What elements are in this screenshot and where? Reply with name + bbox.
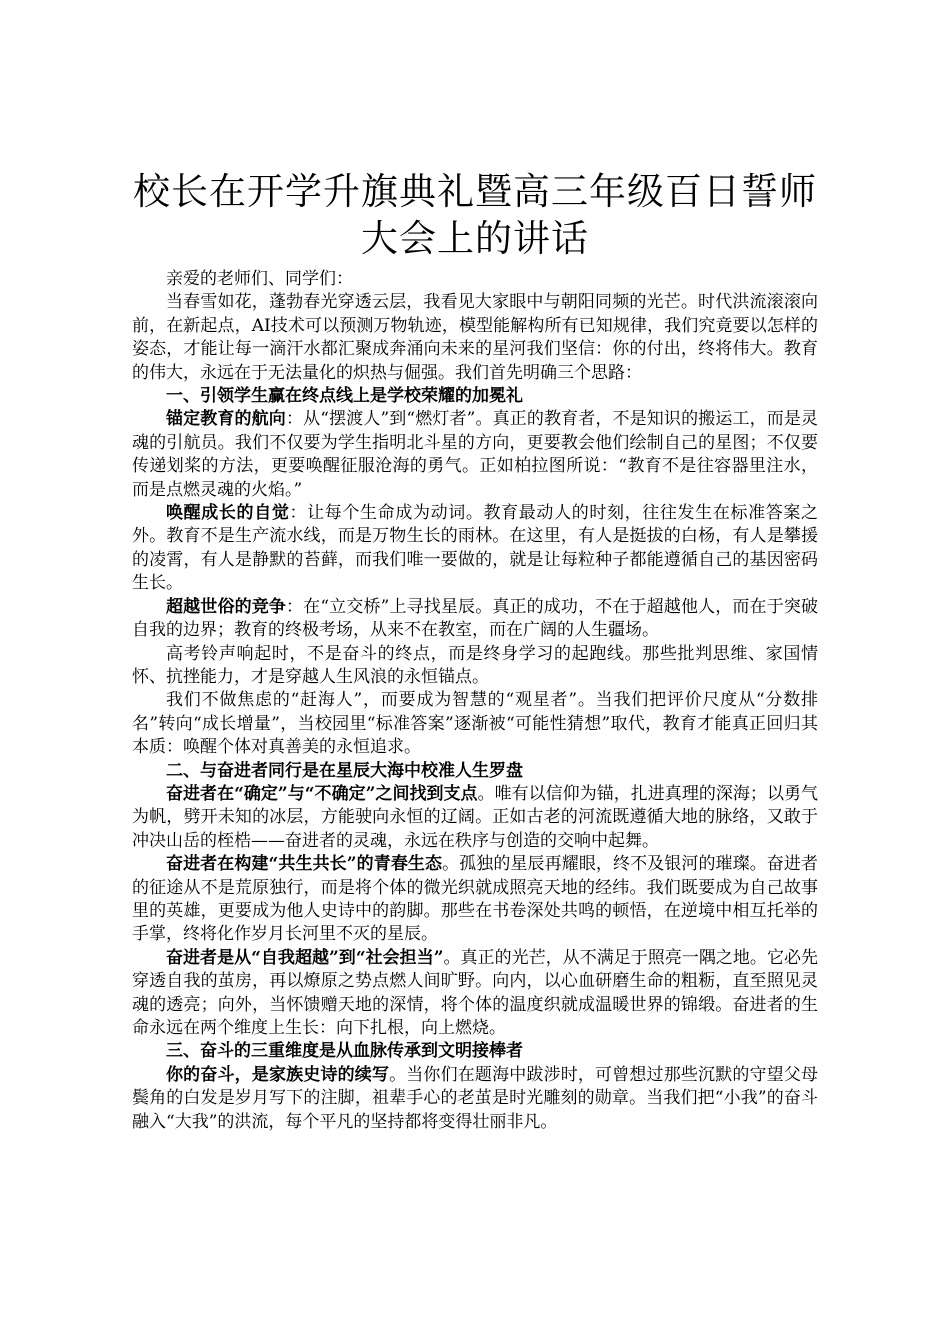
paragraph-text: ：让每个生命成为动词。教育最动人的时刻，往往发生在标准答案之外。教育不是生产流水线，而是万物生长的雨林。在这里，有人是挺拔的白杨，有人是攀援的凌霄，有人是静默的苔藓，而我们唯一要做的，就是让每粒种子都能遵循自己的基因密码生长。 xyxy=(132,503,819,594)
paragraph-lead: 你的奋斗，是家族史诗的续写 xyxy=(166,1064,390,1085)
paragraph-lead: 唤醒成长的自觉 xyxy=(166,503,290,524)
paragraph xyxy=(132,947,818,1041)
paragraph xyxy=(132,853,818,947)
paragraph-text: ：从“摆渡人”到“燃灯者”。真正的教育者，不是知识的搬运工，而是灵魂的引航员。我们不仅要为学生指明北斗星的方向，更要教会他们绘制自己的星图；不仅要传递划桨的方法，更要唤醒征服沧海的勇气。正如柏拉图所说：“教育不是往容器里注水，而是点燃灵魂的火焰。” xyxy=(132,409,819,500)
intro-paragraph: 当春雪如花，蓬勃春光穿透云层，我看见大家眼中与朝阳同频的光芒。时代洪流滚滚向前，在新起点，AI技术可以预测万物轨迹，模型能解构所有已知规律，我们究竟要以怎样的姿态，才能让每一滴汗水都汇聚成奔涌向未来的星河我们坚信：你的付出，终将伟大。教育的伟大，永远在于无法量化的炽热与倔强。我们首先明确三个思路： xyxy=(132,292,818,383)
paragraph xyxy=(132,596,818,643)
paragraph-text: 。孤独的星辰再耀眼，终不及银河的璀璨。奋进者的征途从不是荒原独行，而是将个体的微光织就成照亮天地的经纬。我们既要成为自己故事里的英雄，更要成为他人史诗中的韵脚。那些在书卷深处共鸣的顿悟，在逆境中相互托举的手掌，终将化作岁月长河里不灭的星辰。 xyxy=(132,854,818,945)
paragraph-lead: 锚定教育的航向 xyxy=(166,409,286,430)
paragraph xyxy=(132,783,818,853)
section-heading: 一、引领学生赢在终点线上是学校荣耀的加冕礼 xyxy=(166,386,523,407)
paragraph-lead: 奋进者是从“自我超越”到“社会担当” xyxy=(166,947,444,968)
paragraph-text: 我们不做焦虑的“赶海人”，而要成为智慧的“观星者”。当我们把评价尺度从“分数排名”转向“成长增量”，当校园里“标准答案”逐渐被“可能性猜想”取代，教育才能真正回归其本质：唤醒个体对真善美的永恒追求。 xyxy=(132,690,818,758)
paragraph-text: 。当你们在题海中跋涉时，可曾想过那些沉默的守望父母鬓角的白发是岁月写下的注脚，祖辈手心的老茧是时光雕刻的勋章。当我们把“小我”的奋斗融入“大我”的洪流，每个平凡的坚持都将变得壮丽非凡。 xyxy=(132,1064,819,1132)
paragraph xyxy=(132,1064,818,1134)
section-heading: 二、与奋进者同行是在星辰大海中校准人生罗盘 xyxy=(166,760,523,781)
document-body xyxy=(132,268,818,1134)
paragraph-text: ：在“立交桥”上寻找星辰。真正的成功，不在于超越他人，而在于突破自我的边界；教育的终极考场，从来不在教室，而在广阔的人生疆场。 xyxy=(132,596,819,641)
page-title: 校长在开学升旗典礼暨高三年级百日誓师大会上的讲话 xyxy=(133,170,817,260)
paragraph-lead: 超越世俗的竞争 xyxy=(166,596,287,617)
paragraph xyxy=(132,643,818,690)
paragraph-text: 高考铃声响起时，不是奋斗的终点，而是终身学习的起跑线。那些批判思维、家国情怀、抗挫能力，才是穿越人生风浪的永恒锚点。 xyxy=(132,643,818,687)
paragraph-lead: 奋进者在“确定”与“不确定”之间找到支点 xyxy=(166,783,478,804)
salutation: 亲爱的老师们、同学们： xyxy=(166,269,353,289)
paragraph-text: 。真正的光芒，从不满足于照亮一隅之地。它必先穿透自我的茧房，再以燎原之势点燃人间旷野。向内，以心血研磨生命的粗粝，直至照见灵魂的透亮；向外，当怀馈赠天地的深情，将个体的温度织就成温暖世界的锦缎。奋进者的生命永远在两个维度上生长：向下扎根，向上燃烧。 xyxy=(132,947,818,1038)
paragraph xyxy=(132,502,818,596)
paragraph xyxy=(132,689,818,759)
paragraph-text: 。唯有以信仰为锚，扎进真理的深海；以勇气为帆，劈开未知的冰层，方能驶向永恒的辽阔。正如古老的河流既遵循大地的脉络，又敢于冲决山岳的桎梏——奋进者的灵魂，永远在秩序与创造的交响中起舞。 xyxy=(132,783,818,851)
paragraph xyxy=(132,408,818,502)
section-heading: 三、奋斗的三重维度是从血脉传承到文明接棒者 xyxy=(166,1041,523,1062)
paragraph-lead: 奋进者在构建“共生共长”的青春生态 xyxy=(166,854,443,875)
